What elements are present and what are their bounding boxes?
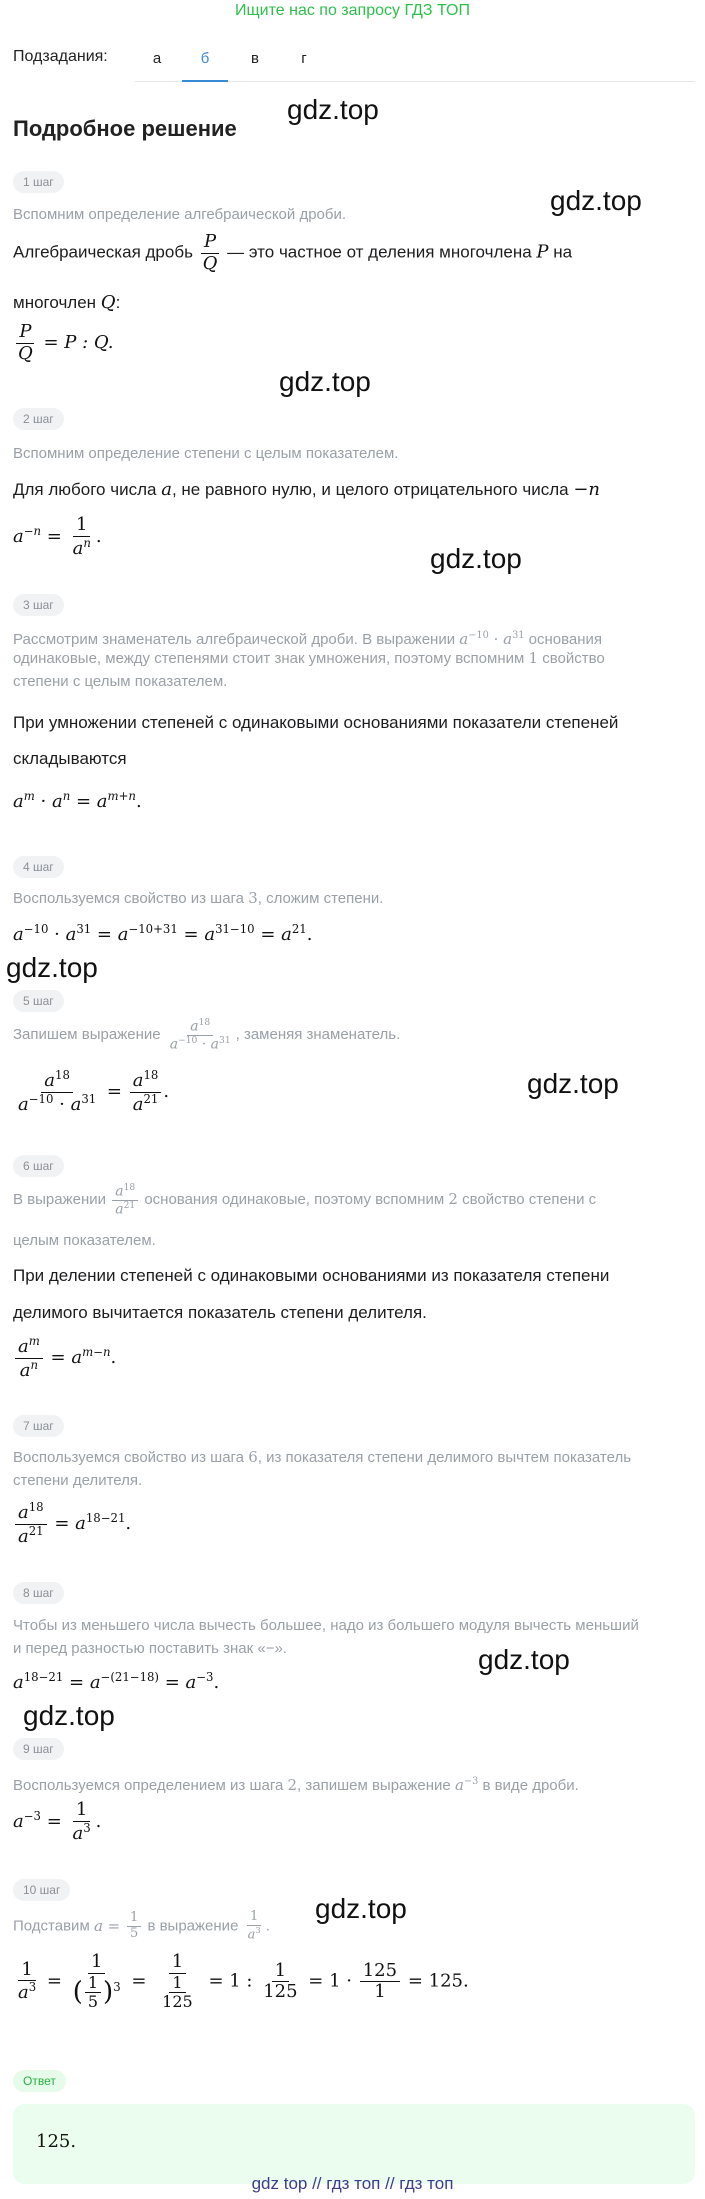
step-badge: 2 шаг [13, 408, 64, 430]
formula: $\frac{a^m}{a^n}$ = $a^{m-n}$. [13, 1335, 116, 1381]
formula: $a^{-3}$ = $\frac{1}{a^3}$ . [13, 1799, 102, 1844]
watermark: gdz.top [6, 952, 98, 983]
rule-text: складываются [13, 749, 127, 768]
step-hint: целым показателем. [13, 1232, 156, 1249]
footer-links[interactable]: gdz top // гдз топ // гдз топ [251, 2174, 454, 2193]
watermark: gdz.top [287, 94, 379, 125]
definition-line-2: многочлен Q: [13, 292, 121, 313]
tab-b[interactable]: б [200, 50, 210, 67]
step-badge: 6 шаг [13, 1155, 64, 1177]
formula: $a^{-10} \cdot a^{31} = a^{-10+31} = a^{31-10} = a^{21}$. [13, 922, 313, 945]
step-hint: Воспользуемся свойство из шага 3, сложим степени. [13, 889, 384, 907]
step-badge: 5 шаг [13, 990, 64, 1012]
tab-v[interactable]: в [251, 50, 259, 67]
formula: $\frac{P}{Q}$ = P : Q. [18, 321, 114, 364]
step-hint: Воспользуемся определением из шага 2, запишем выражение $a^{-3}$ в виде дроби. [13, 1776, 579, 1794]
step-hint: Запишем выражение $\frac{a^{18}}{a^{-10} \cdot a^{31}}$ , заменяя знаменатель. [13, 1018, 401, 1053]
step-hint: Вспомним определение алгебраической дроби. [13, 206, 347, 223]
formula: $a^{18-21} = a^{-(21-18)} = a^{-3}$. [13, 1670, 220, 1693]
watermark: gdz.top [279, 366, 371, 397]
watermark: gdz.top [550, 185, 642, 216]
formula: $a^{-n}$ = $\frac{1}{a^n}$ . [13, 514, 102, 559]
rule-text: делимого вычитается показатель степени делителя. [13, 1303, 427, 1322]
step-badge: 9 шаг [13, 1738, 64, 1760]
step-badge: 4 шаг [13, 856, 64, 878]
rule-text: При делении степеней с одинаковыми основаниями из показателя степени [13, 1266, 610, 1285]
formula: $\frac{a^{18}}{a^{-10} \cdot a^{31}}$ = $\frac{a^{18}}{a^{21}}$ . [18, 1068, 170, 1115]
step-hint: В выражении $\frac{a^{18}}{a^{21}}$ основания одинаковые, поэтому вспомним 2 свойство степени с [13, 1183, 597, 1218]
step-hint: Рассмотрим знаменатель алгебраической дроби. В выражении $a^{-10} \cdot a^{31}$ основания [13, 630, 603, 648]
answer-badge: Ответ [13, 2070, 66, 2092]
step-badge: 3 шаг [13, 594, 64, 616]
step-hint: степени с целым показателем. [13, 673, 228, 690]
step-hint: Чтобы из меньшего числа вычесть большее, надо из большего модуля вычесть меньший [13, 1617, 639, 1634]
answer-box [13, 2104, 695, 2184]
step-hint: Вспомним определение степени с целым показателем. [13, 445, 399, 462]
step-hint: одинаковые, между степенями стоит знак умножения, поэтому вспомним 1 свойство [13, 649, 605, 667]
step-hint: Воспользуемся свойство из шага 6, из показателя степени делимого вычтем показатель [13, 1448, 632, 1466]
rule-text: Для любого числа a, не равного нулю, и целого отрицательного числа −n [13, 479, 600, 500]
formula: $\frac{a^{18}}{a^{21}}$ = $a^{18-21}$. [13, 1501, 131, 1547]
tab-g[interactable]: г [301, 50, 307, 67]
step-hint: Подставим a = $\frac{1}{5}$ в выражение $\frac{1}{a^3}$ . [13, 1909, 270, 1943]
step-hint: и перед разностью поставить знак «−». [13, 1640, 287, 1657]
answer-value: 125. [36, 2131, 77, 2152]
watermark: gdz.top [478, 1644, 570, 1675]
subtasks-label: Подзадания: [13, 48, 108, 65]
search-banner[interactable]: Ищите нас по запросу ГДЗ ТОП [235, 2, 470, 19]
definition-line: Алгебраическая дробь $\frac{P}{Q}$ — это частное от деления многочлена P на [13, 231, 573, 274]
step-badge: 1 шаг [13, 171, 64, 193]
step-hint: степени делителя. [13, 1472, 143, 1489]
watermark: gdz.top [23, 1700, 115, 1731]
page-title: Подробное решение [13, 116, 237, 141]
watermark: gdz.top [315, 1893, 407, 1924]
formula: $\frac{1}{a^3}$ = 1 ( $\frac{1}{5}$ )$^3$ = $\frac{1}{\frac{1}{125}}$ = 1 : $\frac{1}{125}$ = 1 · $\frac{125}{1}$ = 125. [18, 1951, 469, 2012]
tab-a[interactable]: а [152, 50, 162, 67]
watermark: gdz.top [430, 543, 522, 574]
watermark: gdz.top [527, 1068, 619, 1099]
step-badge: 8 шаг [13, 1582, 64, 1604]
step-badge: 10 шаг [13, 1879, 70, 1901]
step-badge: 7 шаг [13, 1415, 64, 1437]
active-tab-indicator [182, 80, 228, 82]
formula: $a^m \cdot a^n = a^{m+n}$. [13, 789, 142, 812]
rule-text: При умножении степеней с одинаковыми основаниями показатели степеней [13, 713, 619, 732]
